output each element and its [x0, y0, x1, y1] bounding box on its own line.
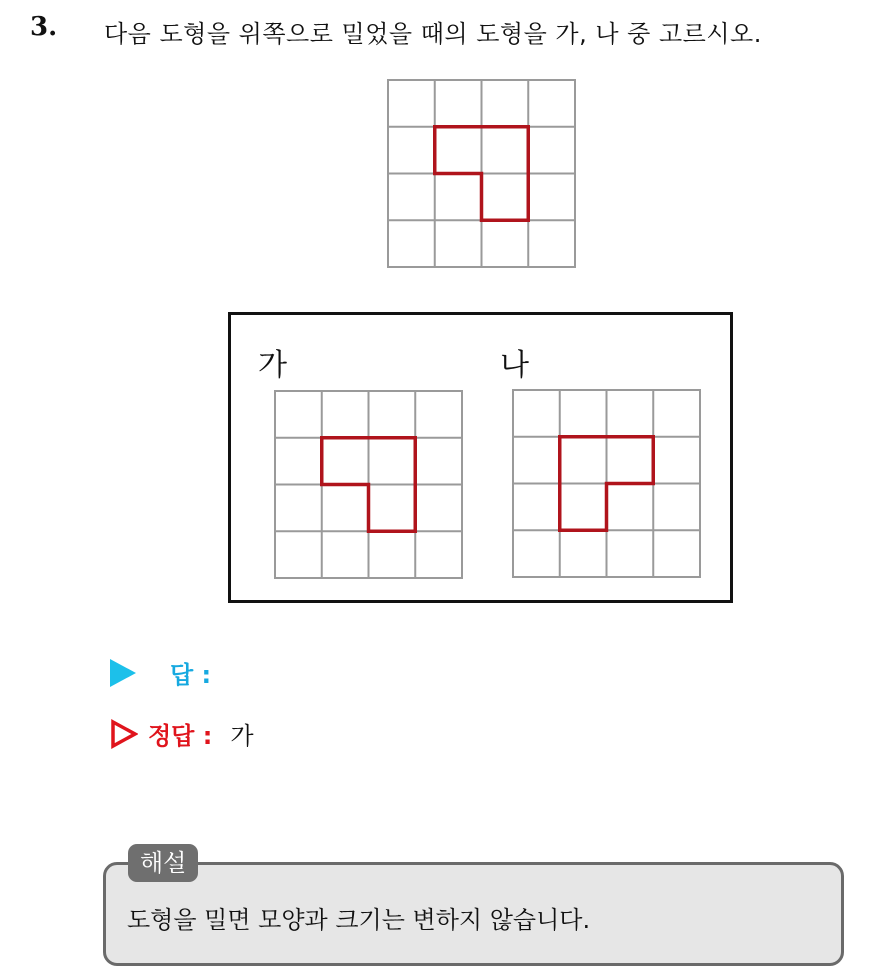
answer-row: [110, 655, 211, 690]
choice-a-grid[interactable]: [274, 390, 464, 580]
correct-answer-label: 정답 :: [148, 722, 213, 750]
answer-label: 답 :: [170, 661, 212, 689]
play-arrow-icon: [110, 659, 136, 687]
choice-a-label: 가: [258, 348, 287, 383]
outlined-arrow-icon: [110, 719, 138, 749]
correct-answer-row: [110, 716, 254, 751]
question-text: 다음 도형을 위쪽으로 밀었을 때의 도형을 가, 나 중 고르시오.: [104, 20, 762, 48]
explanation-text: 도형을 밀면 모양과 크기는 변하지 않습니다.: [127, 906, 591, 934]
correct-answer-value: 가: [230, 722, 254, 750]
explanation-tag: 해설: [128, 844, 198, 882]
original-figure-grid: [387, 79, 577, 269]
choice-b-grid[interactable]: [512, 389, 702, 579]
choice-b-label: 나: [500, 348, 529, 383]
question-number: 3.: [30, 12, 58, 42]
